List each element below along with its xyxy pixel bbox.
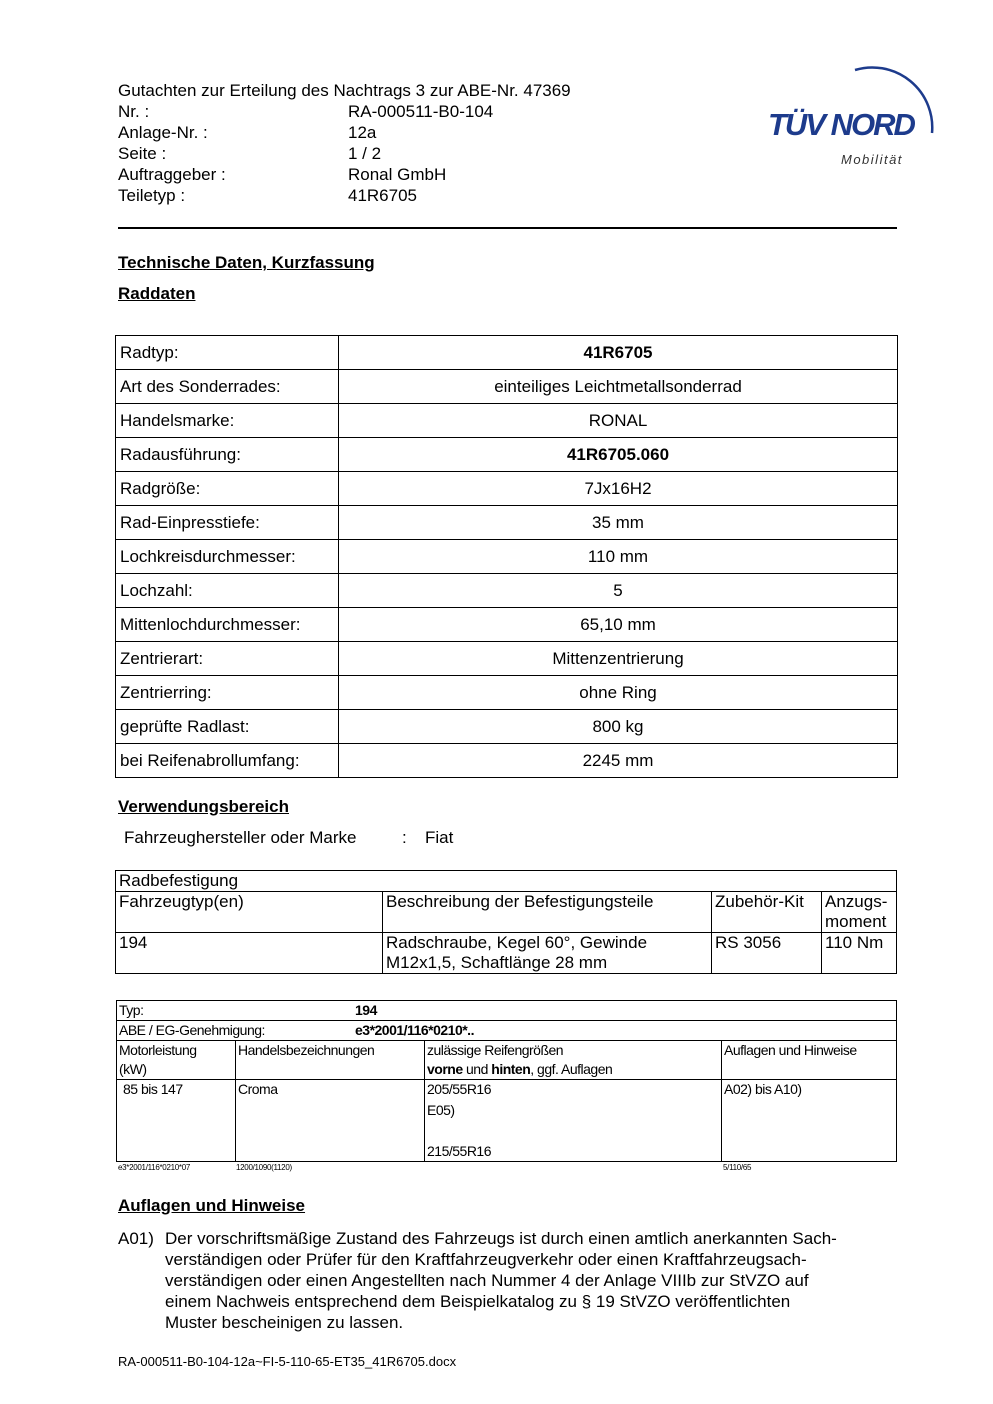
cell-typ: 194	[116, 933, 383, 974]
verwendung-label: Fahrzeughersteller oder Marke	[124, 828, 357, 847]
condition-line: Der vorschriftsmäßige Zustand des Fahrzeugs ist durch einen amtlich anerkannten Sach-	[165, 1229, 837, 1248]
verwendung-line	[124, 828, 453, 848]
table-row	[116, 608, 898, 642]
header-line: (kW)	[119, 1061, 147, 1077]
table-row	[116, 404, 898, 438]
header-label: Anlage-Nr. :	[118, 123, 208, 142]
column-header: Zubehör-Kit	[712, 892, 822, 933]
typ-footnote: 1200/1090(1120)	[236, 1163, 292, 1172]
row-label: Lochzahl:	[116, 574, 339, 608]
cell-beschreibung	[383, 933, 712, 974]
row-label: bei Reifenabrollumfang:	[116, 744, 339, 778]
footer-filename: RA-000511-B0-104-12a~FI-5-110-65-ET35_41R6705.docx	[118, 1354, 457, 1369]
section-heading-verwendung: Verwendungsbereich	[118, 797, 289, 816]
beschreibung-line: M12x1,5, Schaftlänge 28 mm	[386, 953, 608, 972]
condition-line: Muster bescheinigen zu lassen.	[165, 1313, 404, 1332]
row-label: Radgröße:	[116, 472, 339, 506]
cell-kit: RS 3056	[712, 933, 822, 974]
condition-line: einem Nachweis entsprechend dem Beispielkatalog zu § 19 StVZO veröffentlichten	[165, 1292, 791, 1311]
cell-motor: 85 bis 147	[117, 1080, 236, 1162]
befestigung-title: Radbefestigung	[116, 871, 897, 892]
table-row	[116, 472, 898, 506]
abe-cell	[117, 1021, 897, 1041]
table-row	[117, 1001, 897, 1021]
header-row-teiletyp	[118, 185, 571, 206]
table-row	[116, 933, 897, 974]
header-label: Auftraggeber :	[118, 165, 226, 184]
header-value: Ronal GmbH	[348, 165, 447, 184]
row-value: Mittenzentrierung	[339, 642, 898, 676]
table-header-row	[116, 892, 897, 933]
table-row	[117, 1080, 897, 1162]
column-header: Fahrzeugtyp(en)	[116, 892, 383, 933]
row-label: Mittenlochdurchmesser:	[116, 608, 339, 642]
table-row	[116, 438, 898, 472]
header-value: 41R6705	[348, 186, 418, 205]
reifen-line: 205/55R16	[427, 1081, 492, 1097]
table-row	[117, 1021, 897, 1041]
header-text: und	[462, 1061, 492, 1077]
cell-handel: Croma	[236, 1080, 425, 1162]
table-row	[116, 506, 898, 540]
typ-footnote: 5/110/65	[723, 1163, 752, 1172]
row-value: 110 mm	[339, 540, 898, 574]
table-row	[116, 336, 898, 370]
table-row	[116, 676, 898, 710]
row-value: RONAL	[339, 404, 898, 438]
header-divider	[118, 227, 897, 229]
condition-a01	[118, 1228, 898, 1333]
row-label: Lochkreisdurchmesser:	[116, 540, 339, 574]
reifen-line: 215/55R16	[427, 1143, 492, 1159]
raddaten-table	[115, 335, 898, 778]
table-row	[116, 744, 898, 778]
header-line	[427, 1060, 719, 1079]
row-label: Art des Sonderrades:	[116, 370, 339, 404]
table-row	[116, 574, 898, 608]
beschreibung-line: Radschraube, Kegel 60°, Gewinde	[386, 933, 648, 952]
header-row-seite	[118, 143, 571, 164]
column-header: Auflagen und Hinweise	[722, 1041, 897, 1080]
header-label: Seite :	[118, 144, 167, 163]
table-row	[116, 540, 898, 574]
reifen-line: E05)	[427, 1102, 455, 1118]
header-row-nr	[118, 101, 571, 122]
column-header: Handelsbezeichnungen	[236, 1041, 425, 1080]
abe-label: ABE / EG-Genehmigung:	[119, 1022, 265, 1038]
row-value: 41R6705.060	[339, 438, 898, 472]
logo-sub-text: Mobilität	[841, 152, 903, 167]
header-value: RA-000511-B0-104	[348, 102, 494, 121]
row-value: 5	[339, 574, 898, 608]
row-value: 65,10 mm	[339, 608, 898, 642]
row-value: 41R6705	[339, 336, 898, 370]
section-heading-raddaten: Raddaten	[118, 284, 196, 303]
table-row	[116, 871, 897, 892]
column-header	[117, 1041, 236, 1080]
row-label: geprüfte Radlast:	[116, 710, 339, 744]
moment-line: moment	[825, 912, 887, 931]
header-line: Motorleistung	[119, 1042, 197, 1058]
typ-table	[116, 1000, 897, 1162]
moment-line: Anzugs-	[825, 892, 888, 911]
document-title: Gutachten zur Erteilung des Nachtrags 3 zur ABE-Nr. 47369	[118, 81, 571, 100]
row-value: einteiliges Leichtmetallsonderrad	[339, 370, 898, 404]
row-label: Zentrierart:	[116, 642, 339, 676]
typ-cell	[117, 1001, 897, 1021]
befestigung-table	[115, 870, 897, 974]
verwendung-separator: :	[402, 828, 407, 847]
table-row	[116, 370, 898, 404]
column-header: Beschreibung der Befestigungsteile	[383, 892, 712, 933]
logo-arc-icon	[760, 58, 945, 173]
tuv-nord-logo	[760, 58, 945, 173]
header-label: Nr. :	[118, 102, 150, 121]
header-bold: vorne	[427, 1061, 463, 1077]
table-row	[116, 710, 898, 744]
table-row	[116, 642, 898, 676]
condition-number: A01)	[118, 1229, 154, 1248]
column-header-moment	[822, 892, 897, 933]
row-label: Zentrierring:	[116, 676, 339, 710]
row-value: ohne Ring	[339, 676, 898, 710]
row-label: Radausführung:	[116, 438, 339, 472]
condition-line: verständigen oder Prüfer für den Kraftfahrzeugverkehr oder einen Kraftfahrzeugsach-	[165, 1250, 807, 1269]
abe-value: e3*2001/116*0210*..	[355, 1022, 474, 1038]
row-value: 2245 mm	[339, 744, 898, 778]
header-line: zulässige Reifengrößen	[427, 1042, 564, 1058]
header-bold: hinten	[491, 1061, 531, 1077]
typ-value: 194	[355, 1002, 377, 1018]
header-value: 12a	[348, 123, 377, 142]
section-heading-tech: Technische Daten, Kurzfassung	[118, 253, 375, 272]
row-value: 7Jx16H2	[339, 472, 898, 506]
row-label: Handelsmarke:	[116, 404, 339, 438]
header-row-auftraggeber	[118, 164, 571, 185]
row-value: 800 kg	[339, 710, 898, 744]
cell-auflagen: A02) bis A10)	[722, 1080, 897, 1162]
table-header-row	[117, 1041, 897, 1080]
cell-moment: 110 Nm	[822, 933, 897, 974]
row-label: Rad-Einpresstiefe:	[116, 506, 339, 540]
row-value: 35 mm	[339, 506, 898, 540]
verwendung-value: Fiat	[425, 828, 454, 847]
row-label: Radtyp:	[116, 336, 339, 370]
condition-line: verständigen oder einen Angestellten nach Nummer 4 der Anlage VIIIb zur StVZO auf	[165, 1271, 809, 1290]
column-header	[425, 1041, 722, 1080]
condition-text	[165, 1228, 898, 1333]
section-heading-auflagen: Auflagen und Hinweise	[118, 1196, 306, 1215]
cell-reifen	[425, 1080, 722, 1162]
header-label: Teiletyp :	[118, 186, 186, 205]
header-text: , ggf. Auflagen	[530, 1061, 613, 1077]
typ-footnote: e3*2001/116*0210*07	[118, 1163, 191, 1172]
header-value: 1 / 2	[348, 144, 382, 163]
header-row-anlage	[118, 122, 571, 143]
typ-label: Typ:	[119, 1002, 144, 1018]
logo-brand-text: TÜV NORD	[768, 107, 914, 142]
document-header	[118, 80, 571, 206]
